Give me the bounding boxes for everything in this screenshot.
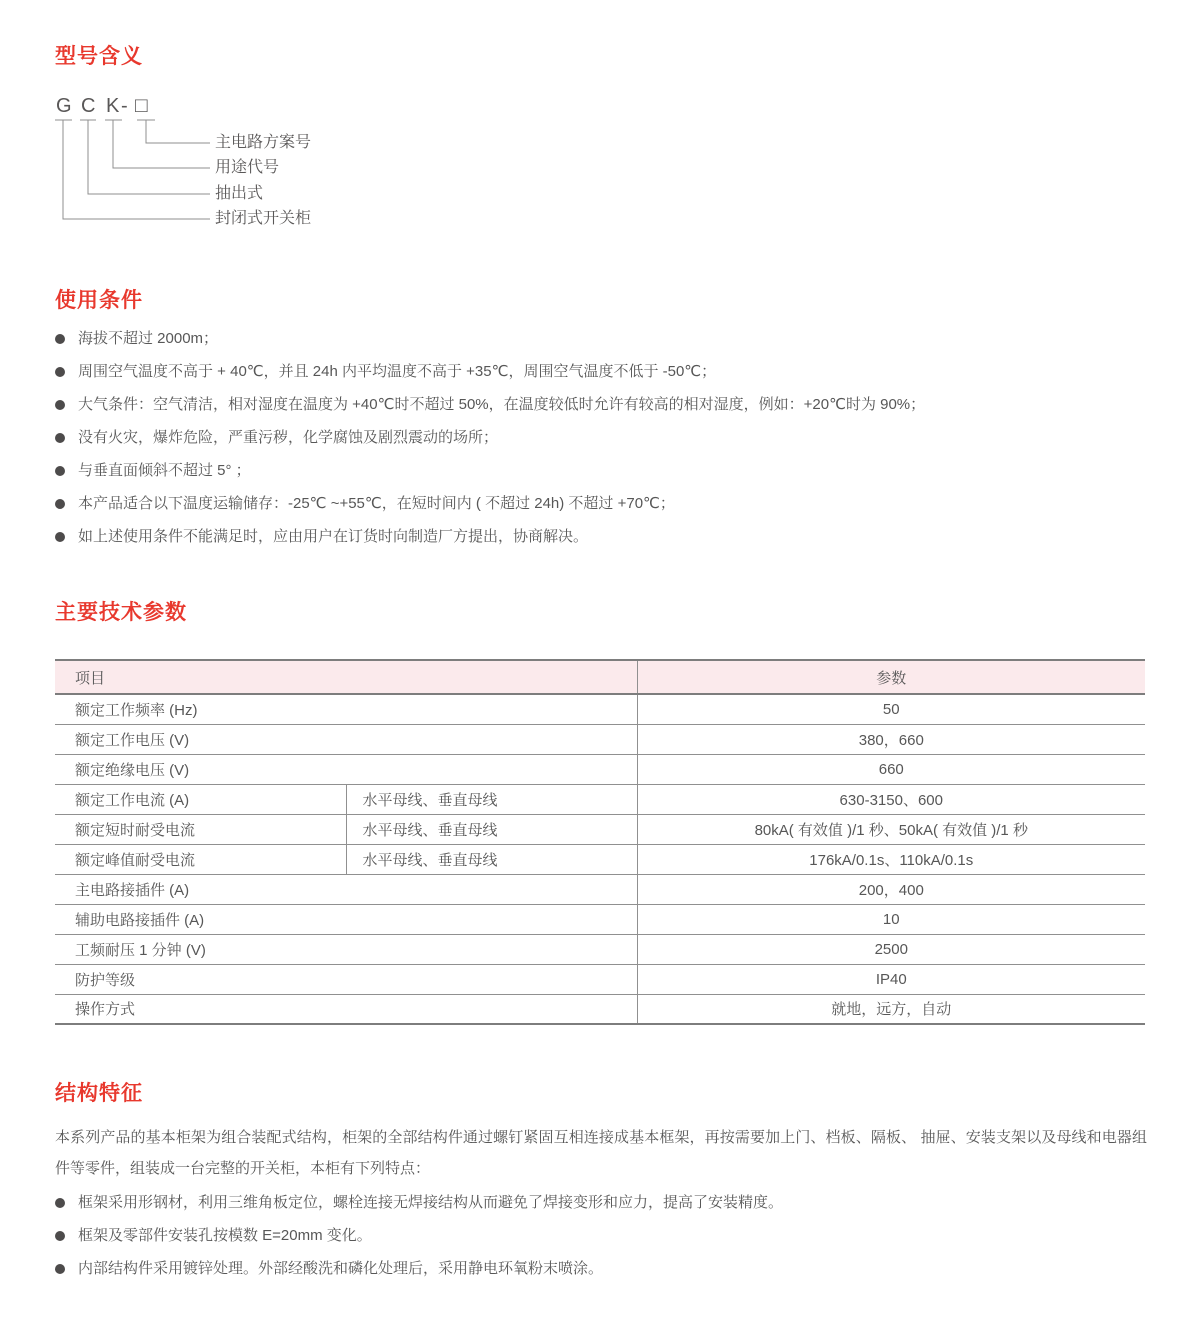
param-value: 660 bbox=[637, 754, 1145, 784]
model-code-letter-c: C bbox=[81, 95, 96, 117]
table-row bbox=[55, 994, 1145, 1024]
param-name: 辅助电路接插件 (A) bbox=[55, 904, 637, 934]
param-value: 176kA/0.1s、110kA/0.1s bbox=[637, 844, 1145, 874]
param-value: 630-3150、600 bbox=[637, 784, 1145, 814]
table-header-row bbox=[55, 660, 1145, 694]
bullet-icon bbox=[55, 367, 65, 377]
param-value: 200，400 bbox=[637, 874, 1145, 904]
param-name: 额定工作频率 (Hz) bbox=[55, 694, 637, 724]
tech-params-table bbox=[55, 659, 1145, 1025]
structure-feature-text: 内部结构件采用镀锌处理。外部经酸洗和磷化处理后，采用静电环氧粉末喷涂。 bbox=[78, 1260, 604, 1277]
usage-condition-item bbox=[55, 454, 925, 487]
param-subname: 水平母线、垂直母线 bbox=[346, 814, 637, 844]
table-row bbox=[55, 784, 1145, 814]
param-name: 额定工作电流 (A) bbox=[55, 784, 346, 814]
param-subname: 水平母线、垂直母线 bbox=[346, 844, 637, 874]
structure-feature-item bbox=[55, 1186, 783, 1219]
model-code-label-enclosed: 封闭式开关柜 bbox=[215, 210, 312, 227]
col-header-item: 项目 bbox=[55, 660, 637, 694]
param-value: 10 bbox=[637, 904, 1145, 934]
table-row bbox=[55, 754, 1145, 784]
model-code-connector-lines bbox=[55, 95, 615, 245]
model-code-label-scheme: 主电路方案号 bbox=[215, 134, 312, 151]
usage-condition-text: 海拔不超过 2000m； bbox=[78, 330, 219, 347]
param-value: 就地，远方，自动 bbox=[831, 1001, 952, 1019]
structure-features-list bbox=[55, 1186, 783, 1285]
param-name: 额定工作电压 (V) bbox=[55, 724, 637, 754]
usage-condition-text: 没有火灾，爆炸危险，严重污秽，化学腐蚀及剧烈震动的场所； bbox=[78, 429, 499, 446]
table-row bbox=[55, 934, 1145, 964]
structure-features-heading: 结构特征 bbox=[55, 1082, 143, 1105]
param-name: 额定短时耐受电流 bbox=[55, 814, 346, 844]
model-code-label-usage: 用途代号 bbox=[215, 159, 280, 176]
bullet-icon bbox=[55, 466, 65, 476]
model-code-dash: - bbox=[121, 95, 128, 117]
param-value: 2500 bbox=[637, 934, 1145, 964]
table-row bbox=[55, 904, 1145, 934]
model-code-diagram bbox=[55, 95, 615, 245]
structure-feature-text: 框架及零部件安装孔按模数 E=20mm 变化。 bbox=[78, 1227, 372, 1244]
param-value: 380，660 bbox=[637, 724, 1145, 754]
bullet-icon bbox=[55, 400, 65, 410]
bullet-icon bbox=[55, 499, 65, 509]
bullet-icon bbox=[55, 433, 65, 443]
usage-condition-text: 周围空气温度不高于 + 40℃，并且 24h 内平均温度不高于 +35℃，周围空气温度不低于 -50℃； bbox=[78, 363, 717, 380]
param-value: 80kA( 有效值 )/1 秒、50kA( 有效值 )/1 秒 bbox=[637, 814, 1145, 844]
model-code-letter-k: K bbox=[106, 95, 120, 117]
bullet-icon bbox=[55, 1231, 65, 1241]
usage-condition-item bbox=[55, 388, 925, 421]
scheme-number-box-icon: □ bbox=[135, 94, 148, 117]
tech-params-heading: 主要技术参数 bbox=[55, 601, 187, 624]
table-row bbox=[55, 874, 1145, 904]
param-name: 防护等级 bbox=[55, 964, 637, 994]
param-subname: 水平母线、垂直母线 bbox=[346, 784, 637, 814]
bullet-icon bbox=[55, 334, 65, 344]
usage-condition-item bbox=[55, 322, 925, 355]
bullet-icon bbox=[55, 532, 65, 542]
model-code-label-drawout: 抽出式 bbox=[215, 185, 264, 202]
param-name: 主电路接插件 (A) bbox=[55, 874, 637, 904]
usage-condition-item bbox=[55, 421, 925, 454]
param-name: 操作方式 bbox=[55, 994, 637, 1024]
table-row bbox=[55, 844, 1145, 874]
table-row bbox=[55, 814, 1145, 844]
param-value: 50 bbox=[637, 694, 1145, 724]
usage-conditions-heading: 使用条件 bbox=[55, 289, 143, 312]
model-code-letter-g: G bbox=[56, 95, 72, 117]
structure-feature-item bbox=[55, 1252, 783, 1285]
usage-condition-item bbox=[55, 487, 925, 520]
usage-condition-text: 大气条件：空气清洁，相对湿度在温度为 +40℃时不超过 50%，在温度较低时允许有较高的相对湿度，例如：+20℃时为 90%； bbox=[78, 396, 926, 413]
structure-feature-text: 框架采用形钢材，利用三维角板定位，螺栓连接无焊接结构从而避免了焊接变形和应力，提高了安装精度。 bbox=[78, 1194, 784, 1211]
col-header-param: 参数 bbox=[637, 660, 1145, 694]
usage-condition-text: 如上述使用条件不能满足时，应由用户在订货时向制造厂方提出，协商解决。 bbox=[78, 528, 589, 545]
usage-condition-item bbox=[55, 520, 925, 553]
model-meaning-heading: 型号含义 bbox=[55, 45, 143, 68]
bullet-icon bbox=[55, 1264, 65, 1274]
param-name: 额定绝缘电压 (V) bbox=[55, 754, 637, 784]
structure-paragraph: 本系列产品的基本柜架为组合装配式结构，柜架的全部结构件通过螺钉紧固互相连接成基本框架，再按需要加上门、档板、隔板、 抽屉、安装支架以及母线和电器组件等零件，组装成一台完整的开关柜，本柜有下列特点： bbox=[55, 1129, 1147, 1177]
usage-condition-item bbox=[55, 355, 925, 388]
usage-condition-text: 与垂直面倾斜不超过 5° ； bbox=[78, 462, 251, 479]
table-row bbox=[55, 724, 1145, 754]
usage-condition-text: 本产品适合以下温度运输储存：-25℃ ~+55℃，在短时间内 ( 不超过 24h) 不超过 +70℃； bbox=[78, 495, 675, 512]
table-row bbox=[55, 694, 1145, 724]
param-name: 工频耐压 1 分钟 (V) bbox=[55, 934, 637, 964]
param-name: 额定峰值耐受电流 bbox=[55, 844, 346, 874]
table-row bbox=[55, 964, 1145, 994]
bullet-icon bbox=[55, 1198, 65, 1208]
structure-feature-item bbox=[55, 1219, 783, 1252]
usage-conditions-list bbox=[55, 322, 925, 553]
param-value: IP40 bbox=[637, 964, 1145, 994]
